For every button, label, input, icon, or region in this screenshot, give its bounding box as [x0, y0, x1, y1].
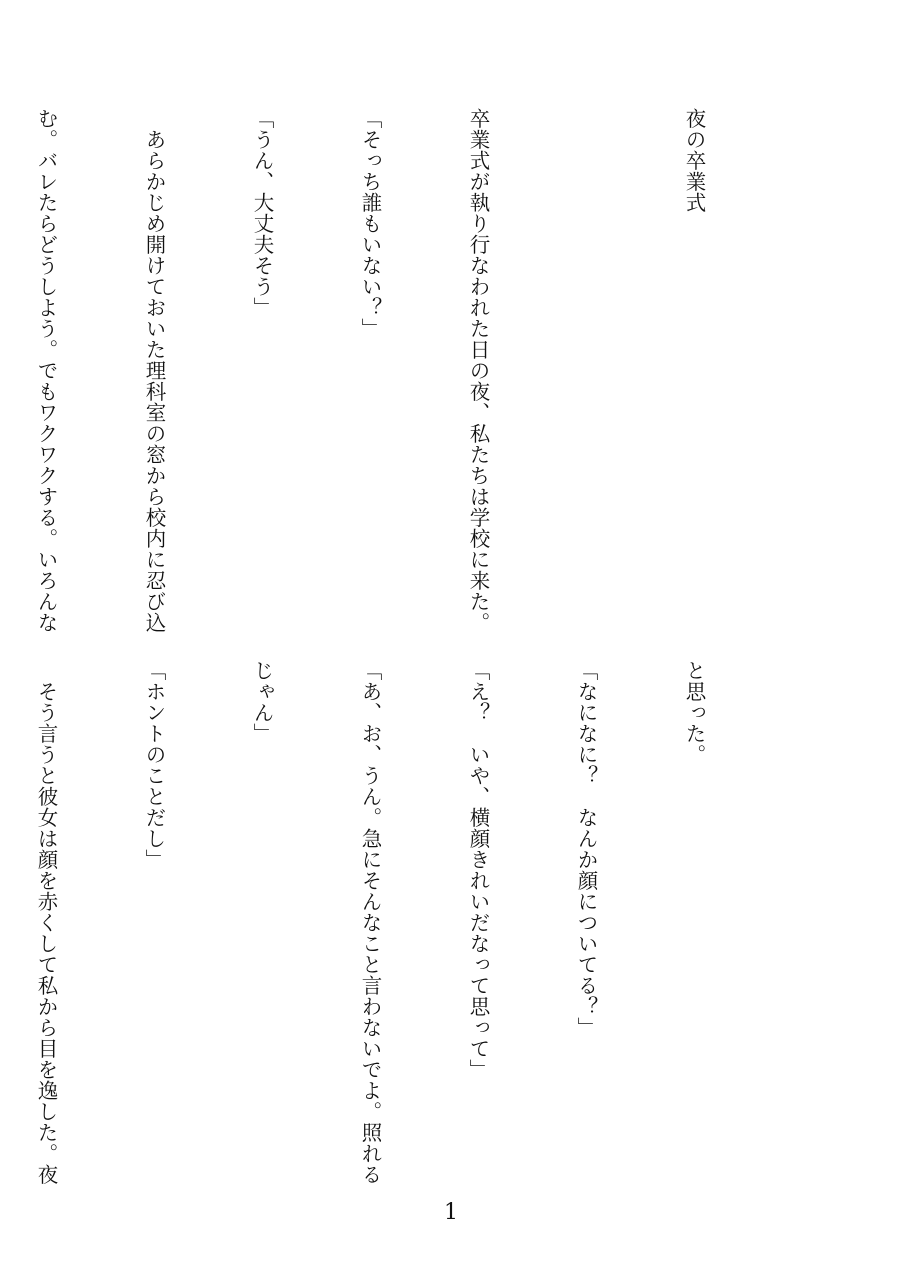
text-line: 「そっち誰もいない？」 [358, 108, 382, 339]
text-line: 「え？ いや、横顔きれいだなって思って」 [466, 660, 490, 1080]
text-line: そう言うと彼女は顔を赤くして私から目を逸した。夜 [34, 660, 58, 1185]
text-block-top [34, 108, 784, 633]
text-line: じゃん」 [250, 660, 274, 744]
text-line: 卒業式が執り行なわれた日の夜、私たちは学校に来た。 [466, 108, 490, 633]
story-title: 夜の卒業式 [682, 108, 706, 213]
text-line: む。バレたらどうしよう。でもワクワクする。いろんな [34, 108, 58, 633]
text-line: と思った。 [682, 660, 706, 765]
text-block-bottom [34, 660, 784, 1185]
text-line [568, 108, 604, 628]
text-line: あらかじめ開けておいた理科室の窓から校内に忍び込 [142, 108, 166, 633]
page-number: 1 [444, 1200, 458, 1225]
text-line: 「ホントのことだし」 [142, 660, 166, 870]
text-line: 「うん、大丈夫そう」 [250, 108, 274, 318]
text-line: 「あ、お、うん。急にそんなこと言わないでよ。照れる [358, 660, 382, 1185]
text-line: 「なになに？ なんか顔についてる？」 [574, 660, 598, 1038]
